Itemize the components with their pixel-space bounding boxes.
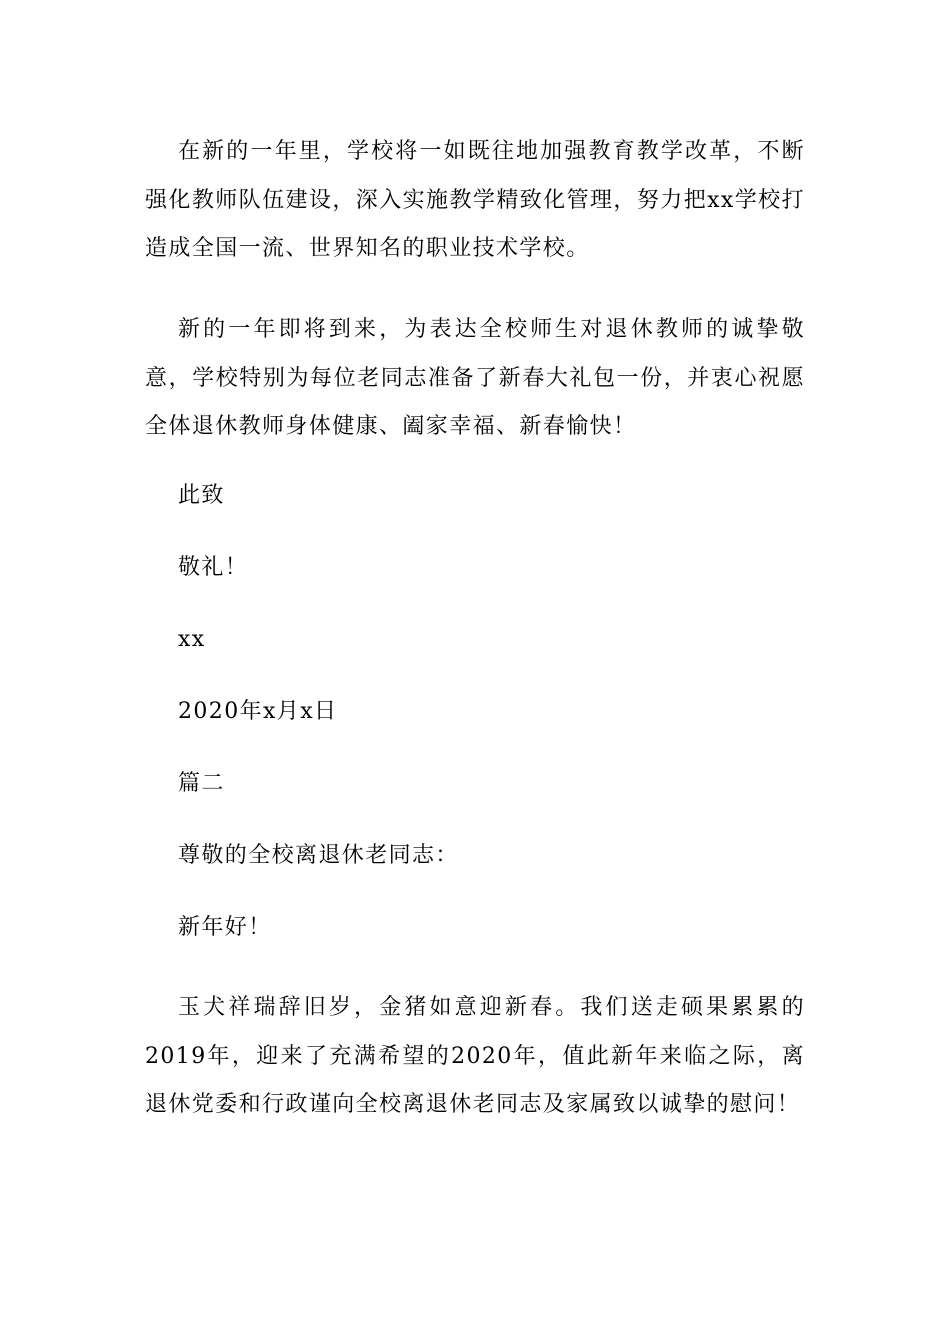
- section-heading: 篇二: [178, 771, 225, 796]
- body-paragraph-new-year-message: 玉犬祥瑞辞旧岁，金猪如意迎新春。我们送走硕果累累的2019年，迎来了充满希望的2020年，值此新年来临之际，离退休党委和行政谨向全校离退休老同志及家属致以诚挚的慰问！: [145, 995, 805, 1117]
- closing-regards: 敬礼！: [178, 555, 249, 580]
- greeting: 新年好！: [178, 915, 272, 940]
- body-paragraph-new-year-gift: 新的一年即将到来，为表达全校师生对退休教师的诚挚敬意，学校特别为每位老同志准备了新春大礼包一份，并衷心祝愿全体退休教师身体健康、阖家幸福、新春愉快！: [145, 317, 805, 439]
- letter-salutation: 尊敬的全校离退休老同志：: [178, 843, 459, 868]
- signature: xx: [178, 627, 206, 652]
- body-paragraph-school-plan: 在新的一年里，学校将一如既往地加强教育教学改革，不断强化教师队伍建设，深入实施教学精致化管理，努力把xx学校打造成全国一流、世界知名的职业技术学校。: [145, 139, 805, 261]
- closing-salutation: 此致: [178, 483, 225, 508]
- letter-date: 2020年x月x日: [178, 699, 338, 724]
